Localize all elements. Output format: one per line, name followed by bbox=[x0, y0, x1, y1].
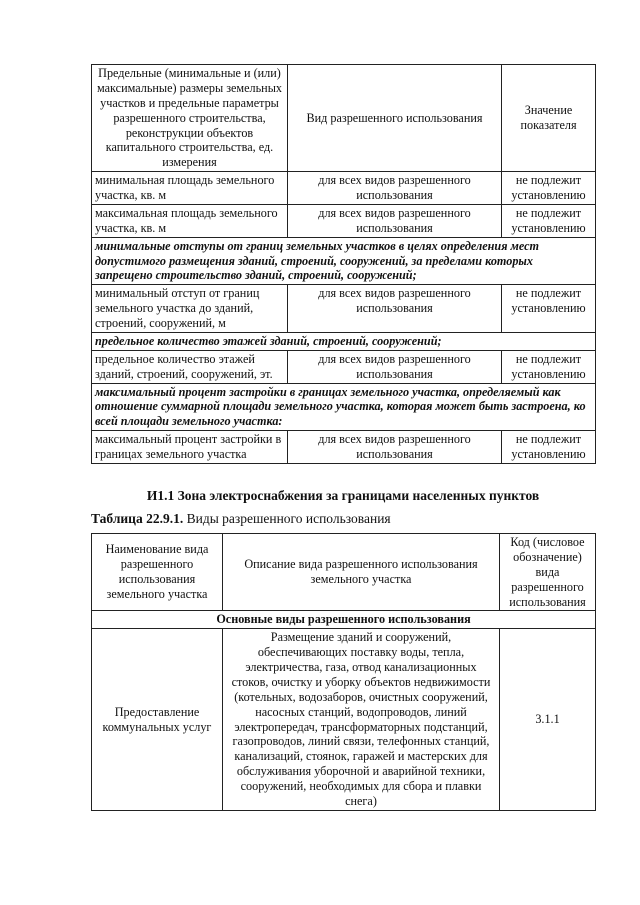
section-heading: максимальный процент застройки в границах земельного участка, определяемый как отношение суммарной площади земельного участка, которая может быть застроена, ко всей площади земельного участка: bbox=[92, 383, 596, 431]
header-use-code: Код (числовое обозначение) вида разрешенного использования bbox=[500, 534, 596, 611]
use-name: Предоставление коммунальных услуг bbox=[92, 629, 223, 811]
row-value: не подлежит установлению bbox=[502, 204, 596, 237]
header-value: Значение показателя bbox=[502, 65, 596, 172]
section-row-main-uses bbox=[92, 611, 596, 629]
section-row-floors bbox=[92, 332, 596, 350]
table-caption-text: Виды разрешенного использования bbox=[183, 511, 391, 526]
section-row-setbacks bbox=[92, 237, 596, 285]
table-row bbox=[92, 285, 596, 333]
row-parameter: максимальная площадь земельного участка, кв. м bbox=[92, 204, 288, 237]
section-row-coverage bbox=[92, 383, 596, 431]
row-parameter: минимальный отступ от границ земельного участка до зданий, строений, сооружений, м bbox=[92, 285, 288, 333]
table-row bbox=[92, 172, 596, 205]
row-use-type: для всех видов разрешенного использования bbox=[288, 285, 502, 333]
zoning-parameters-table bbox=[91, 64, 596, 464]
row-parameter: максимальный процент застройки в границах земельного участка bbox=[92, 431, 288, 464]
header-use-name: Наименование вида разрешенного использования земельного участка bbox=[92, 534, 223, 611]
use-code: 3.1.1 bbox=[500, 629, 596, 811]
table-row bbox=[92, 431, 596, 464]
section-heading: минимальные отступы от границ земельных участков в целях определения мест допустимого размещения зданий, строений, сооружений, за пределами которых запрещено строительство зданий, строений, сооружений; bbox=[92, 237, 596, 285]
table-row bbox=[92, 204, 596, 237]
header-use-type: Вид разрешенного использования bbox=[288, 65, 502, 172]
row-use-type: для всех видов разрешенного использования bbox=[288, 172, 502, 205]
header-use-description: Описание вида разрешенного использования земельного участка bbox=[223, 534, 500, 611]
table-header-row bbox=[92, 65, 596, 172]
section-heading: предельное количество этажей зданий, строений, сооружений; bbox=[92, 332, 596, 350]
table-caption bbox=[91, 511, 595, 527]
row-value: не подлежит установлению bbox=[502, 285, 596, 333]
table-row bbox=[92, 350, 596, 383]
row-use-type: для всех видов разрешенного использования bbox=[288, 204, 502, 237]
row-use-type: для всех видов разрешенного использования bbox=[288, 350, 502, 383]
row-value: не подлежит установлению bbox=[502, 431, 596, 464]
row-parameter: предельное количество этажей зданий, строений, сооружений, эт. bbox=[92, 350, 288, 383]
table-row bbox=[92, 629, 596, 811]
zone-title: И1.1 Зона электроснабжения за границами населенных пунктов bbox=[146, 488, 540, 503]
table-header-row bbox=[92, 534, 596, 611]
row-parameter: минимальная площадь земельного участка, кв. м bbox=[92, 172, 288, 205]
permitted-use-table bbox=[91, 533, 596, 811]
header-parameter: Предельные (минимальные и (или) максимальные) размеры земельных участков и предельные параметры разрешенного строительства, реконструкции объектов капитального строительства, ед. измерения bbox=[92, 65, 288, 172]
section-heading: Основные виды разрешенного использования bbox=[92, 611, 596, 629]
row-value: не подлежит установлению bbox=[502, 172, 596, 205]
use-description: Размещение зданий и сооружений, обеспечивающих поставку воды, тепла, электричества, газа, отвод канализационных стоков, очистку и уборку объектов недвижимости (котельных, водозаборов, очистных сооружений, насосных станций, водопроводов, линий электропередач, трансформаторных подстанций, газопроводов, линий связи, телефонных станций, канализаций, стоянок, гаражей и мастерских для обслуживания уборочной и аварийной техники, сооружений, необходимых для сбора и плавки снега) bbox=[223, 629, 500, 811]
table-caption-label: Таблица 22.9.1. bbox=[91, 511, 184, 526]
row-use-type: для всех видов разрешенного использования bbox=[288, 431, 502, 464]
row-value: не подлежит установлению bbox=[502, 350, 596, 383]
